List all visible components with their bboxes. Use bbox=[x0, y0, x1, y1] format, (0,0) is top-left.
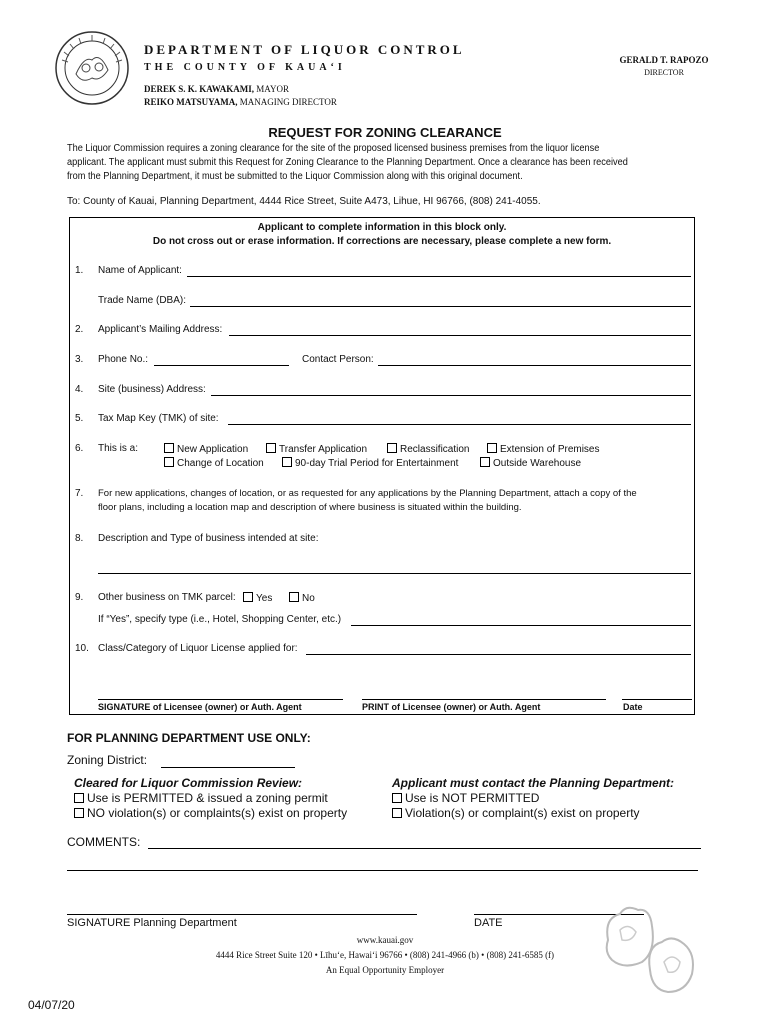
comments-label: COMMENTS: bbox=[67, 835, 141, 849]
planning-section-heading: FOR PLANNING DEPARTMENT USE ONLY: bbox=[67, 731, 311, 745]
signature-label: SIGNATURE of Licensee (owner) or Auth. Agent bbox=[98, 702, 302, 712]
option-label: Extension of Premises bbox=[500, 444, 600, 455]
tmk-label: Tax Map Key (TMK) of site: bbox=[98, 413, 219, 424]
county-name: THE COUNTY OF KAUA‘I bbox=[144, 62, 346, 73]
checkbox-icon bbox=[282, 457, 292, 467]
trade-name-field[interactable] bbox=[190, 306, 691, 307]
checkbox-reclassification[interactable] bbox=[387, 443, 469, 455]
managing-director-line bbox=[144, 97, 337, 107]
trade-name-label: Trade Name (DBA): bbox=[98, 295, 186, 306]
option-label: 90-day Trial Period for Entertainment bbox=[295, 458, 459, 469]
option-label: Change of Location bbox=[177, 458, 264, 469]
name-of-applicant-field[interactable] bbox=[187, 276, 691, 277]
date-label: Date bbox=[623, 702, 643, 712]
director-name: GERALD T. RAPOZO bbox=[619, 55, 709, 65]
checkbox-trial-period[interactable] bbox=[282, 457, 458, 469]
checkbox-icon bbox=[392, 793, 402, 803]
checkbox-icon bbox=[487, 443, 497, 453]
option-label: Transfer Application bbox=[279, 444, 368, 455]
print-label: PRINT of Licensee (owner) or Auth. Agent bbox=[362, 702, 541, 712]
item-number: 1. bbox=[75, 265, 84, 276]
checkbox-use-permitted[interactable] bbox=[74, 791, 328, 805]
checkbox-use-not-permitted[interactable] bbox=[392, 791, 539, 805]
checkbox-change-of-location[interactable] bbox=[164, 457, 264, 469]
mayor-line bbox=[144, 84, 289, 94]
checkbox-yes[interactable] bbox=[243, 592, 272, 604]
item-number: 3. bbox=[75, 354, 84, 365]
intro-paragraph: The Liquor Commission requires a zoning clearance for the site of the proposed licensed business premises from the liquor license applicant. The applicant must submit this Request for Zoning Clearance to the Planning Department. Once a clearance has been received from the Planning Department, it must be submitted to the Liquor Commission along with this original document. bbox=[67, 143, 628, 182]
form-title: REQUEST FOR ZONING CLEARANCE bbox=[268, 125, 502, 140]
checkbox-violations-exist[interactable] bbox=[392, 806, 640, 820]
checkbox-transfer-application[interactable] bbox=[266, 443, 367, 455]
checkbox-icon bbox=[480, 457, 490, 467]
item7-text-line2: floor plans, including a location map and description of where business is situated within the building. bbox=[98, 502, 522, 513]
cleared-heading: Cleared for Liquor Commission Review: bbox=[74, 776, 303, 790]
mayor-name: DEREK S. K. KAWAKAMI, bbox=[144, 84, 255, 94]
licensee-print-field[interactable] bbox=[362, 699, 606, 700]
block-instruction-2: Do not cross out or erase information. If corrections are necessary, please complete a new form. bbox=[152, 236, 612, 247]
licensee-date-field[interactable] bbox=[622, 699, 692, 700]
option-label: New Application bbox=[177, 444, 249, 455]
pouch-illustration-icon bbox=[598, 900, 702, 996]
checkbox-icon bbox=[289, 592, 299, 602]
planning-signature-field[interactable] bbox=[67, 914, 417, 915]
option-label: Violation(s) or complaint(s) exist on property bbox=[405, 806, 640, 820]
footer-address: 4444 Rice Street Suite 120 • Līhu‘e, Hawai‘i 96766 • (808) 241-4966 (b) • (808) 241-6585 (f) bbox=[215, 950, 555, 960]
checkbox-no[interactable] bbox=[289, 592, 315, 604]
option-label: No bbox=[302, 593, 315, 604]
footer-eoe: An Equal Opportunity Employer bbox=[325, 965, 445, 975]
item-number: 10. bbox=[75, 643, 89, 654]
mailing-address-field[interactable] bbox=[229, 335, 691, 336]
checkbox-icon bbox=[164, 443, 174, 453]
business-type-field[interactable] bbox=[351, 625, 691, 626]
mayor-title: MAYOR bbox=[254, 84, 289, 94]
item-number: 6. bbox=[75, 443, 84, 454]
item7-text-line1: For new applications, changes of location, or as requested for any applications by the Planning Department, attach a copy of the bbox=[98, 488, 637, 499]
contact-person-label: Contact Person: bbox=[302, 354, 374, 365]
zoning-district-label: Zoning District: bbox=[67, 753, 148, 767]
footer-website: www.kauai.gov bbox=[356, 935, 414, 945]
checkbox-icon bbox=[74, 793, 84, 803]
zoning-district-field[interactable] bbox=[161, 767, 295, 768]
phone-label: Phone No.: bbox=[98, 354, 149, 365]
item-number: 7. bbox=[75, 488, 84, 499]
licensee-signature-field[interactable] bbox=[98, 699, 343, 700]
if-yes-label: If “Yes”, specify type (i.e., Hotel, Shopping Center, etc.) bbox=[98, 614, 342, 625]
site-address-label: Site (business) Address: bbox=[98, 384, 206, 395]
option-label: Use is NOT PERMITTED bbox=[405, 791, 540, 805]
form-revision-date: 04/07/20 bbox=[28, 998, 75, 1012]
comments-field-line1[interactable] bbox=[148, 848, 701, 849]
contact-person-field[interactable] bbox=[378, 365, 691, 366]
option-label: Yes bbox=[256, 593, 273, 604]
item-number: 5. bbox=[75, 413, 84, 424]
item-number: 4. bbox=[75, 384, 84, 395]
option-label: NO violation(s) or complaints(s) exist on property bbox=[87, 806, 348, 820]
license-class-label: Class/Category of Liquor License applied for: bbox=[98, 643, 298, 654]
to-line: To: County of Kauai, Planning Department, 4444 Rice Street, Suite A473, Lihue, HI 96766, (808) 241-4055. bbox=[67, 196, 541, 207]
name-of-applicant-label: Name of Applicant: bbox=[98, 265, 182, 276]
county-seal-logo bbox=[54, 30, 130, 106]
option-label: Use is PERMITTED & issued a zoning permit bbox=[87, 791, 328, 805]
phone-field[interactable] bbox=[154, 365, 289, 366]
planning-date-label: DATE bbox=[474, 917, 503, 929]
item-number: 2. bbox=[75, 324, 84, 335]
item-number: 9. bbox=[75, 592, 84, 603]
site-address-field[interactable] bbox=[211, 395, 691, 396]
checkbox-icon bbox=[74, 808, 84, 818]
description-label: Description and Type of business intended at site: bbox=[98, 533, 319, 544]
managing-director-name: REIKO MATSUYAMA, bbox=[144, 97, 238, 107]
director-title: DIRECTOR bbox=[644, 68, 684, 77]
checkbox-new-application[interactable] bbox=[164, 443, 248, 455]
mailing-address-label: Applicant’s Mailing Address: bbox=[98, 324, 223, 335]
applicant-block-header bbox=[69, 221, 695, 249]
checkbox-outside-warehouse[interactable] bbox=[480, 457, 581, 469]
checkbox-no-violations[interactable] bbox=[74, 806, 347, 820]
block-instruction-1: Applicant to complete information in this block only. bbox=[257, 222, 507, 233]
checkbox-icon bbox=[164, 457, 174, 467]
managing-director-title: MANAGING DIRECTOR bbox=[237, 97, 337, 107]
option-label: Outside Warehouse bbox=[493, 458, 582, 469]
contact-planning-heading: Applicant must contact the Planning Department: bbox=[392, 776, 675, 790]
application-type-label: This is a: bbox=[98, 443, 139, 454]
checkbox-icon bbox=[392, 808, 402, 818]
comments-field-line2[interactable] bbox=[67, 870, 698, 871]
department-name: DEPARTMENT OF LIQUOR CONTROL bbox=[144, 42, 465, 57]
other-business-label: Other business on TMK parcel: bbox=[98, 592, 236, 603]
item-number: 8. bbox=[75, 533, 84, 544]
checkbox-icon bbox=[266, 443, 276, 453]
checkbox-extension-of-premises[interactable] bbox=[487, 443, 600, 455]
checkbox-icon bbox=[243, 592, 253, 602]
license-class-field[interactable] bbox=[306, 654, 691, 655]
description-field[interactable] bbox=[98, 573, 691, 574]
tmk-field[interactable] bbox=[228, 424, 691, 425]
option-label: Reclassification bbox=[400, 444, 470, 455]
checkbox-icon bbox=[387, 443, 397, 453]
planning-signature-label: SIGNATURE Planning Department bbox=[67, 917, 237, 929]
